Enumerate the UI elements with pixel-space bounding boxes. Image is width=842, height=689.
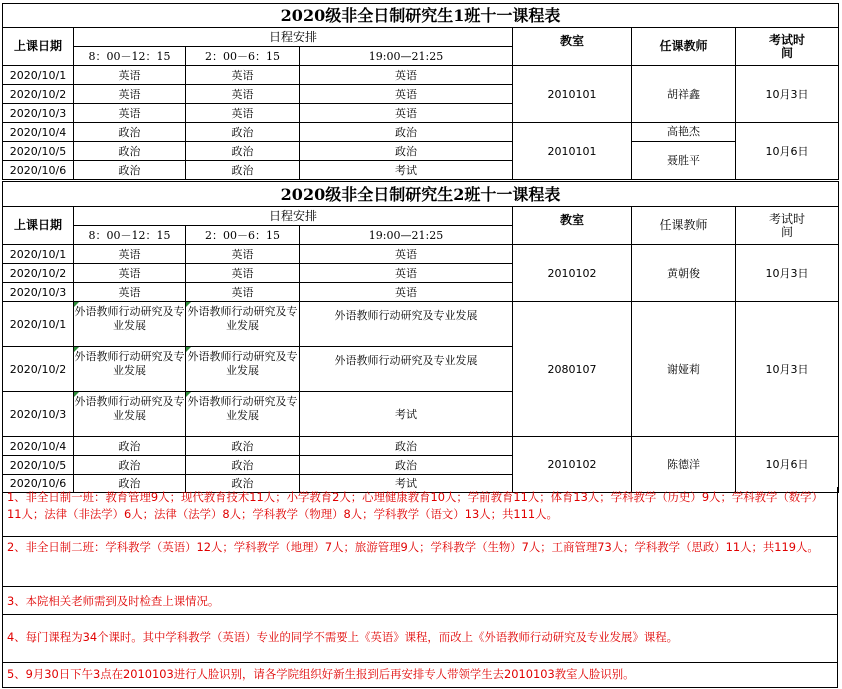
course-cell: 英语 [300,66,513,85]
class2-timetable [2,181,839,493]
course-cell: 英语 [300,264,513,283]
room-cell: 2010101 [513,123,632,180]
course-cell: 政治 [74,123,186,142]
room-cell: 2080107 [513,302,632,437]
course-cell: 政治 [300,123,513,142]
room-cell: 2010101 [513,66,632,123]
header-date: 上课日期 [3,207,74,245]
course-cell: 外语教师行动研究及专业发展 [74,302,186,347]
course-cell: 政治 [74,456,186,475]
course-cell: 政治 [186,475,300,493]
course-cell: 英语 [186,85,300,104]
teacher-cell: 陈德洋 [632,437,736,493]
note-class1-enrollment: 1、非全日制一班：教育管理9人；现代教育技术11人；小学教育2人；心理健康教育10人；学前教育11人；体育13人；学科教学（历史）9人；学科教学（数学）11人；法律（非法学）6人；法律（法学）8人；学科教学（物理）8人；学科教学（语文）13人；共111人。 [2,487,838,537]
date-cell: 2020/10/2 [3,85,74,104]
course-cell: 外语教师行动研究及专业发展 [74,347,186,392]
course-cell: 外语教师行动研究及专业发展 [74,392,186,437]
header-teacher: 任课教师 [632,28,736,66]
header-date: 上课日期 [3,28,74,66]
course-cell: 英语 [74,245,186,264]
date-cell: 2020/10/3 [3,392,74,437]
date-cell: 2020/10/2 [3,347,74,392]
date-cell: 2020/10/3 [3,104,74,123]
course-cell: 政治 [74,142,186,161]
room-cell: 2010102 [513,437,632,493]
room-cell: 2010102 [513,245,632,302]
class2-title: 2020级非全日制研究生2班十一课程表 [3,182,839,207]
course-cell: 英语 [300,245,513,264]
course-cell: 政治 [74,161,186,180]
date-cell: 2020/10/5 [3,142,74,161]
course-cell: 外语教师行动研究及专业发展 [186,302,300,347]
exam-cell: 10月3日 [736,66,839,123]
note-teacher-check: 3、本院相关老师需到及时检查上课情况。 [2,587,838,615]
date-cell: 2020/10/2 [3,264,74,283]
date-cell: 2020/10/3 [3,283,74,302]
course-cell: 政治 [186,142,300,161]
course-cell: 政治 [186,456,300,475]
header-slot-afternoon: 2：00－6：15 [186,47,300,66]
course-cell: 政治 [74,475,186,493]
course-cell: 政治 [186,437,300,456]
course-cell: 英语 [300,283,513,302]
header-exam: 考试时间 [736,28,839,66]
header-schedule: 日程安排 [74,28,513,47]
header-exam: 考试时间 [736,207,839,245]
course-cell: 政治 [186,161,300,180]
header-slot-evening: 19:00—21:25 [300,226,513,245]
note-course-hours: 4、每门课程为34个课时。其中学科教学（英语）专业的同学不需要上《英语》课程，而改上《外语教师行动研究及专业发展》课程。 [2,615,838,663]
header-slot-morning: 8：00－12：15 [74,47,186,66]
exam-cell: 10月6日 [736,437,839,493]
course-cell: 外语教师行动研究及专业发展 [186,347,300,392]
course-cell: 政治 [186,123,300,142]
course-cell: 外语教师行动研究及专业发展 [186,392,300,437]
date-cell: 2020/10/4 [3,437,74,456]
exam-cell: 10月3日 [736,245,839,302]
date-cell: 2020/10/1 [3,245,74,264]
course-cell: 英语 [186,104,300,123]
course-cell: 英语 [74,283,186,302]
teacher-cell: 黄朝俊 [632,245,736,302]
course-cell: 英语 [300,85,513,104]
course-cell: 政治 [300,142,513,161]
course-cell: 英语 [74,66,186,85]
teacher-cell: 谢娅莉 [632,302,736,437]
exam-cell: 10月3日 [736,302,839,437]
teacher-cell: 胡祥鑫 [632,66,736,123]
course-cell: 政治 [300,437,513,456]
course-cell: 政治 [300,456,513,475]
date-cell: 2020/10/4 [3,123,74,142]
course-cell: 外语教师行动研究及专业发展 [300,302,513,347]
header-slot-evening: 19:00—21:25 [300,47,513,66]
date-cell: 2020/10/6 [3,161,74,180]
course-cell: 英语 [300,104,513,123]
header-slot-afternoon: 2：00－6：15 [186,226,300,245]
date-cell: 2020/10/6 [3,475,74,493]
teacher-cell: 聂胜平 [632,142,736,180]
course-cell: 英语 [186,245,300,264]
course-cell: 英语 [74,264,186,283]
course-cell: 考试 [300,392,513,437]
header-room: 教室 [513,28,632,66]
exam-cell: 10月6日 [736,123,839,180]
course-cell: 政治 [74,437,186,456]
date-cell: 2020/10/1 [3,66,74,85]
course-cell: 英语 [74,104,186,123]
note-class2-enrollment: 2、非全日制二班：学科教学（英语）12人；学科教学（地理）7人；旅游管理9人；学科教学（生物）7人；工商管理73人；学科教学（思政）11人；共119人。 [2,537,838,587]
course-cell: 英语 [74,85,186,104]
course-cell: 考试 [300,475,513,493]
teacher-cell: 高艳杰 [632,123,736,142]
class1-title: 2020级非全日制研究生1班十一课程表 [3,4,839,28]
note-face-recognition: 5、9月30日下午3点在2010103进行人脸识别，请各学院组织好新生报到后再安排专人带领学生去2010103教室人脸识别。 [2,663,838,688]
header-teacher: 任课教师 [632,207,736,245]
course-cell: 外语教师行动研究及专业发展 [300,347,513,392]
header-room: 教室 [513,207,632,245]
class1-timetable [2,3,839,180]
header-slot-morning: 8：00－12：15 [74,226,186,245]
date-cell: 2020/10/5 [3,456,74,475]
header-schedule: 日程安排 [74,207,513,226]
date-cell: 2020/10/1 [3,302,74,347]
course-cell: 英语 [186,283,300,302]
course-cell: 英语 [186,264,300,283]
course-cell: 英语 [186,66,300,85]
course-cell: 考试 [300,161,513,180]
